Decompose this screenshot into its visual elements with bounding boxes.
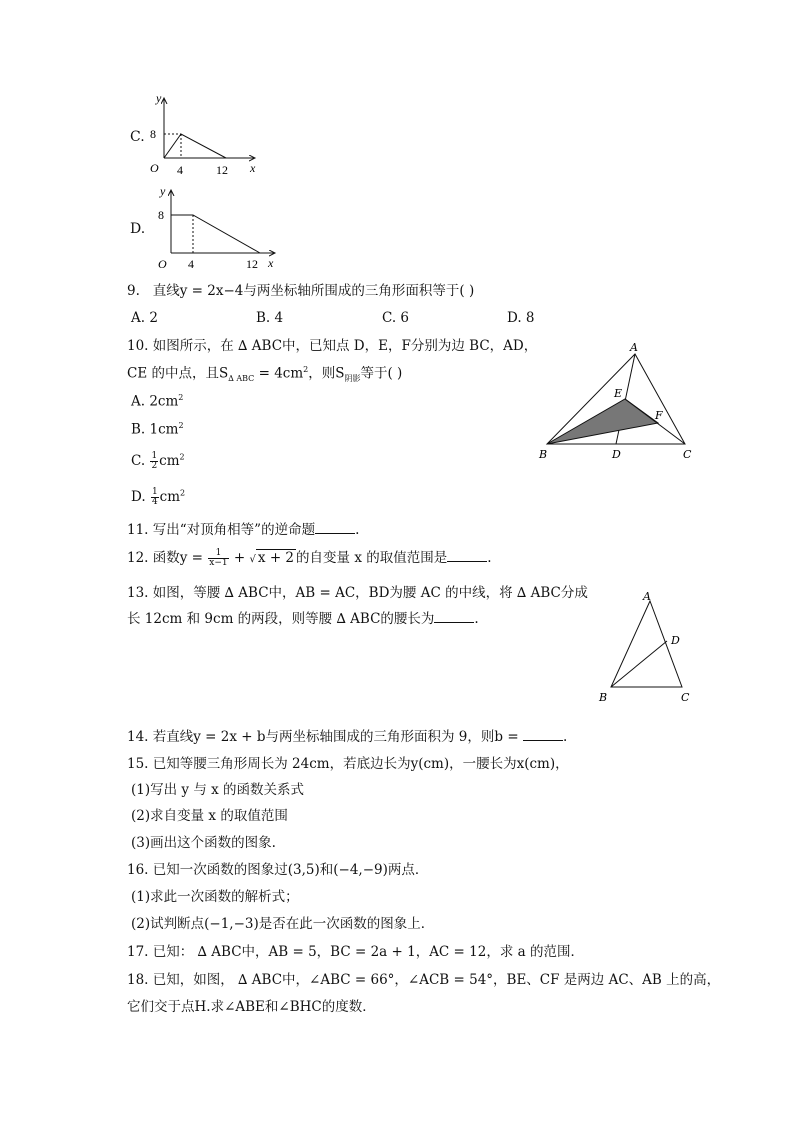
q10-option-d-sup: 2 xyxy=(180,488,186,498)
option-d-label: D. xyxy=(130,221,146,237)
q10-option-d-frac xyxy=(151,488,159,507)
q10-option-d-unit: cm xyxy=(159,489,181,505)
q10-line2-e: ，则S xyxy=(308,365,345,382)
q13-line2-text: 长 12cm 和 9cm 的两段，则等腰 ∆ ABC的腰长为 xyxy=(127,611,435,627)
q10-option-a xyxy=(131,394,183,409)
shaded-triangle xyxy=(547,399,658,444)
q9-option-c: C. 6 xyxy=(382,310,410,326)
origin-label: O xyxy=(150,161,159,175)
q13-end: . xyxy=(474,611,479,627)
q10-line2-c: = 4cm xyxy=(254,365,304,382)
q13-blank xyxy=(434,621,474,623)
q12-fraction xyxy=(208,549,228,568)
q12-blank xyxy=(447,560,487,562)
q12-pre: 12. 函数y = xyxy=(127,550,208,566)
label-a: A xyxy=(643,590,651,603)
q10-line1: 10. 如图所示，在 ∆ ABC中，已知点 D，E，F分别为边 BC，AD， xyxy=(127,338,538,354)
q10-line2-a: CE 的中点，且S xyxy=(127,365,229,382)
q12-radicand: x + 2 xyxy=(257,550,295,566)
q10-line2-g: 等于( ) xyxy=(360,365,403,382)
q10-d-num: 1 xyxy=(151,487,158,497)
q15-sub3: (3)画出这个函数的图象. xyxy=(131,835,276,851)
q13-line1: 13. 如图，等腰 ∆ ABC中，AB = AC，BD为腰 AC 的中线，将 ∆ ABC分成 xyxy=(127,585,588,601)
q10-option-d-label: D. xyxy=(131,489,146,505)
question-9 xyxy=(127,285,474,299)
q18-line2: 它们交于点H.求∠ABE和∠BHC的度数． xyxy=(127,999,376,1015)
q9-option-d: D. 8 xyxy=(507,310,535,326)
question-14 xyxy=(127,731,567,745)
q18-line1: 18. 已知，如图， ∆ ABC中，∠ABC = 66°，∠ACB = 54°，BE、CF 是两边 AC、AB 上的高， xyxy=(127,972,721,988)
label-e: E xyxy=(614,387,623,400)
q10-option-a-sup: 2 xyxy=(178,393,184,402)
graph-line xyxy=(171,215,260,253)
q10-triangle-figure xyxy=(535,338,705,468)
q16-sub2: (2)试判断点(−1,−3)是否在此一次函数的图象上． xyxy=(131,916,435,932)
x-label: x xyxy=(268,256,274,270)
option-c-plot xyxy=(140,90,270,180)
q12-post: 的自变量 x 的取值范围是 xyxy=(296,550,448,566)
label-a: A xyxy=(630,341,638,354)
q14-text: 14. 若直线y = 2x + b与两坐标轴围成的三角形面积为 9，则b = xyxy=(127,729,523,745)
tick-4: 4 xyxy=(188,257,194,271)
question-11 xyxy=(127,524,359,538)
q10-line2-shade: 阴影 xyxy=(344,374,361,384)
origin-label: O xyxy=(158,257,167,271)
q11-blank xyxy=(315,532,355,534)
q10-option-a-text: A. 2cm xyxy=(131,393,179,410)
option-d-plot xyxy=(150,182,280,272)
option-c-label: C. xyxy=(130,129,145,145)
q10-option-c-label: C. xyxy=(131,453,146,469)
q10-option-b-sup: 2 xyxy=(178,421,184,430)
label-f: F xyxy=(655,409,663,422)
q10-option-c-unit: cm xyxy=(159,453,180,469)
tick-8: 8 xyxy=(150,127,156,141)
q9-option-b: B. 4 xyxy=(256,310,284,326)
label-d: D xyxy=(612,448,621,461)
q14-end: . xyxy=(562,729,568,745)
question-17: 17. 已知： ∆ ABC中，AB = 5，BC = 2a + 1，AC = 12，求 a 的范围． xyxy=(127,944,584,960)
q13-triangle-figure xyxy=(595,588,705,706)
y-label: y xyxy=(160,184,166,198)
x-label: x xyxy=(250,161,256,175)
q15-sub2: (2)求自变量 x 的取值范围 xyxy=(131,808,288,824)
q11-end: . xyxy=(355,522,360,538)
label-c: C xyxy=(681,691,690,704)
label-b: B xyxy=(599,691,608,704)
q10-option-c-frac xyxy=(150,452,158,471)
q10-line2 xyxy=(127,366,402,383)
tick-12: 12 xyxy=(216,163,228,177)
q12-plus: + xyxy=(229,550,250,566)
q10-option-c-sup: 2 xyxy=(179,452,185,462)
label-c: C xyxy=(683,448,692,461)
q10-option-d xyxy=(131,488,185,507)
q12-end: . xyxy=(487,550,492,566)
label-b: B xyxy=(539,448,548,461)
y-label: y xyxy=(156,91,162,105)
q11-text: 11. 写出“对顶角相等”的逆命题 xyxy=(127,522,316,538)
tick-4: 4 xyxy=(177,163,183,177)
q16-sub1: (1)求此一次函数的解析式； xyxy=(131,889,299,905)
q9-option-a: A. 2 xyxy=(131,310,158,326)
question-12: 12. 函数y = $\frac{1}{x-1}$ + √ x + 2 的自变量 x 的取值范围是 . xyxy=(127,548,492,568)
q13-line2 xyxy=(127,613,479,627)
q10-option-b xyxy=(131,422,184,437)
graph-line xyxy=(164,134,226,158)
segment-bd xyxy=(611,641,667,687)
q14-blank xyxy=(523,739,563,741)
q10-option-b-text: B. 1cm xyxy=(131,421,179,438)
tick-12: 12 xyxy=(246,257,258,271)
q10-c-num: 1 xyxy=(151,451,158,461)
q12-den: x−1 xyxy=(209,558,228,568)
q10-d-den: 4 xyxy=(151,497,158,507)
q9-post: 与两坐标轴所围成的三角形面积等于( ) xyxy=(243,283,475,299)
q10-line2-sub: ∆ ABC xyxy=(228,374,255,384)
q10-c-den: 2 xyxy=(151,461,158,471)
q16-line1: 16. 已知一次函数的图象过(3,5)和(−4,−9)两点． xyxy=(127,862,429,878)
q15-sub1: (1)写出 y 与 x 的函数关系式 xyxy=(131,782,305,798)
q12-num: 1 xyxy=(208,549,228,559)
q9-expression: y = 2x−4 xyxy=(179,283,244,299)
q10-option-c xyxy=(131,452,185,471)
q15-line1: 15. 已知等腰三角形周长为 24cm，若底边长为y(cm)，一腰长为x(cm)， xyxy=(127,756,569,772)
q9-number: 9. xyxy=(127,283,140,299)
tick-8: 8 xyxy=(158,208,164,222)
q9-pre: 直线 xyxy=(152,283,180,299)
label-d: D xyxy=(671,634,680,647)
q10-line2-sup: 2 xyxy=(303,365,309,374)
